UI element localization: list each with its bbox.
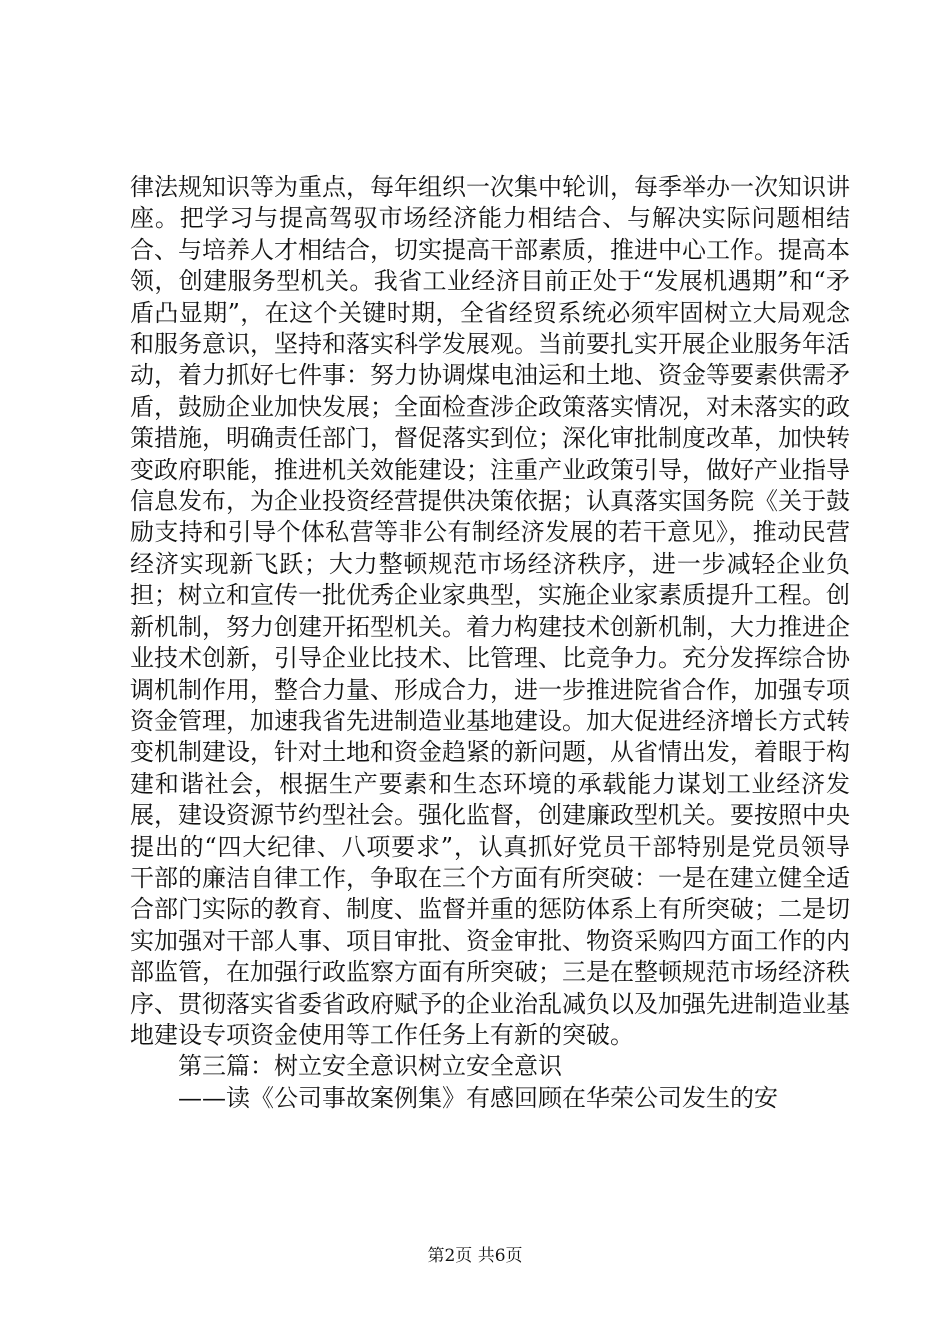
- body-paragraph: 律法规知识等为重点，每年组织一次集中轮训，每季举办一次知识讲座。把学习与提高驾驭市场经济能力相结合、与解决实际问题相结合、与培养人才相结合，切实提高干部素质，推进中心工作。提高本领，创建服务型机关。我省工业经济目前正处于“发展机遇期”和“矛盾凸显期”，在这个关键时期，全省经贸系统必须牢固树立大局观念和服务意识，坚持和落实科学发展观。当前要扎实开展企业服务年活动，着力抓好七件事：努力协调煤电油运和土地、资金等要素供需矛盾，鼓励企业加快发展；全面检查涉企政策落实情况，对未落实的政策措施，明确责任部门，督促落实到位；深化审批制度改革，加快转变政府职能，推进机关效能建设；注重产业政策引导，做好产业指导信息发布，为企业投资经营提供决策依据；认真落实国务院《关于鼓励支持和引导个体私营等非公有制经济发展的若干意见》，推动民营经济实现新飞跃；大力整顿规范市场经济秩序，进一步减轻企业负担；树立和宣传一批优秀企业家典型，实施企业家素质提升工程。创新机制，努力创建开拓型机关。着力构建技术创新机制，大力推进企业技术创新，引导企业比技术、比管理、比竞争力。充分发挥综合协调机制作用，整合力量、形成合力，进一步推进院省合作，加强专项资金管理，加速我省先进制造业基地建设。加大促进经济增长方式转变机制建设，针对土地和资金趋紧的新问题，从省情出发，着眼于构建和谐社会，根据生产要素和生态环境的承载能力谋划工业经济发展，建设资源节约型社会。强化监督，创建廉政型机关。要按照中央提出的“四大纪律、八项要求”，认真抓好党员干部特别是党员领导干部的廉洁自律工作，争取在三个方面有所突破：一是在建立健全适合部门实际的教育、制度、监督并重的惩防体系上有所突破；二是切实加强对干部人事、项目审批、资金审批、物资采购四方面工作的内部监管，在加强行政监察方面有所突破；三是在整顿规范市场经济秩序、贯彻落实省委省政府赋予的企业治乱减负以及加强先进制造业基地建设专项资金使用等工作任务上有新的突破。: [130, 173, 850, 1049]
- subtitle-paragraph: ——读《公司事故案例集》有感回顾在华荣公司发生的安: [178, 1083, 778, 1112]
- page-footer: 第2页 共6页: [427, 1246, 523, 1266]
- section-heading: 第三篇：树立安全意识树立安全意识: [178, 1052, 562, 1081]
- document-body: [130, 172, 850, 1114]
